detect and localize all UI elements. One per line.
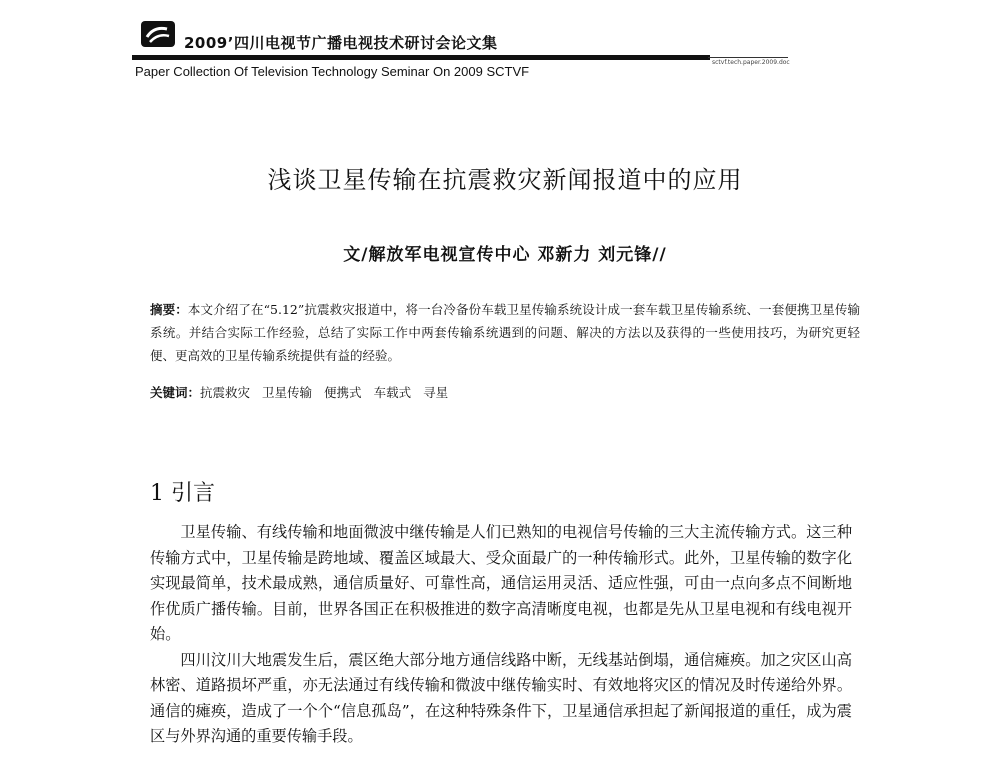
paper-authors: 文/解放军电视宣传中心 邓新力 刘元锋// [343, 245, 667, 265]
keywords [150, 381, 860, 404]
header-rule-caption: sctvf.tech.paper.2009.doc [712, 59, 790, 66]
body-text [150, 520, 852, 750]
keyword: 便携式 [324, 385, 362, 400]
sctvf-logo-icon [140, 20, 176, 48]
keyword: 车载式 [373, 385, 412, 400]
conference-title: 2009’四川电视节广播电视技术研讨会论文集 [184, 34, 498, 52]
header-rule-thin [708, 57, 788, 58]
abstract-text: 本文介绍了在“5.12”抗震救灾报道中，将一台冷备份车载卫星传输系统设计成一套车载卫星传输系统、一套便携卫星传输系统。并结合实际工作经验，总结了实际工作中两套传输系统遇到的问题、解决的方法以及获得的一些使用技巧，为研究更轻便、更高效的卫星传输系统提供有益的经验。 [150, 302, 860, 363]
keywords-label: 关键词： [150, 385, 201, 400]
paragraph: 卫星传输、有线传输和地面微波中继传输是人们已熟知的电视信号传输的三大主流传输方式。这三种传输方式中，卫星传输是跨地域、覆盖区域最大、受众面最广的一种传输形式。此外，卫星传输的数字化实现最简单，技术最成熟，通信质量好、可靠性高，通信运用灵活、适应性强，可由一点向多点不间断地作优质广播传输。目前，世界各国正在积极推进的数字高清晰度电视，也都是先从卫星电视和有线电视开始。 [150, 523, 852, 643]
paper-title: 浅谈卫星传输在抗震救灾新闻报道中的应用 [267, 166, 743, 194]
keyword: 寻星 [423, 385, 449, 400]
header-rule [132, 55, 710, 60]
conference-subtitle: Paper Collection Of Television Technology Seminar On 2009 SCTVF [135, 64, 530, 79]
keyword: 抗震救灾 [200, 385, 251, 400]
keyword: 卫星传输 [262, 385, 313, 400]
section-heading: 1 引言 [150, 481, 215, 506]
abstract [150, 298, 860, 367]
paragraph: 四川汶川大地震发生后，震区绝大部分地方通信线路中断，无线基站倒塌，通信瘫痪。加之灾区山高林密、道路损坏严重，亦无法通过有线传输和微波中继传输实时、有效地将灾区的情况及时传递给外界。通信的瘫痪，造成了一个个“信息孤岛”，在这种特殊条件下，卫星通信承担起了新闻报道的重任，成为震区与外界沟通的重要传输手段。 [150, 650, 852, 745]
abstract-label: 摘要： [150, 302, 188, 317]
